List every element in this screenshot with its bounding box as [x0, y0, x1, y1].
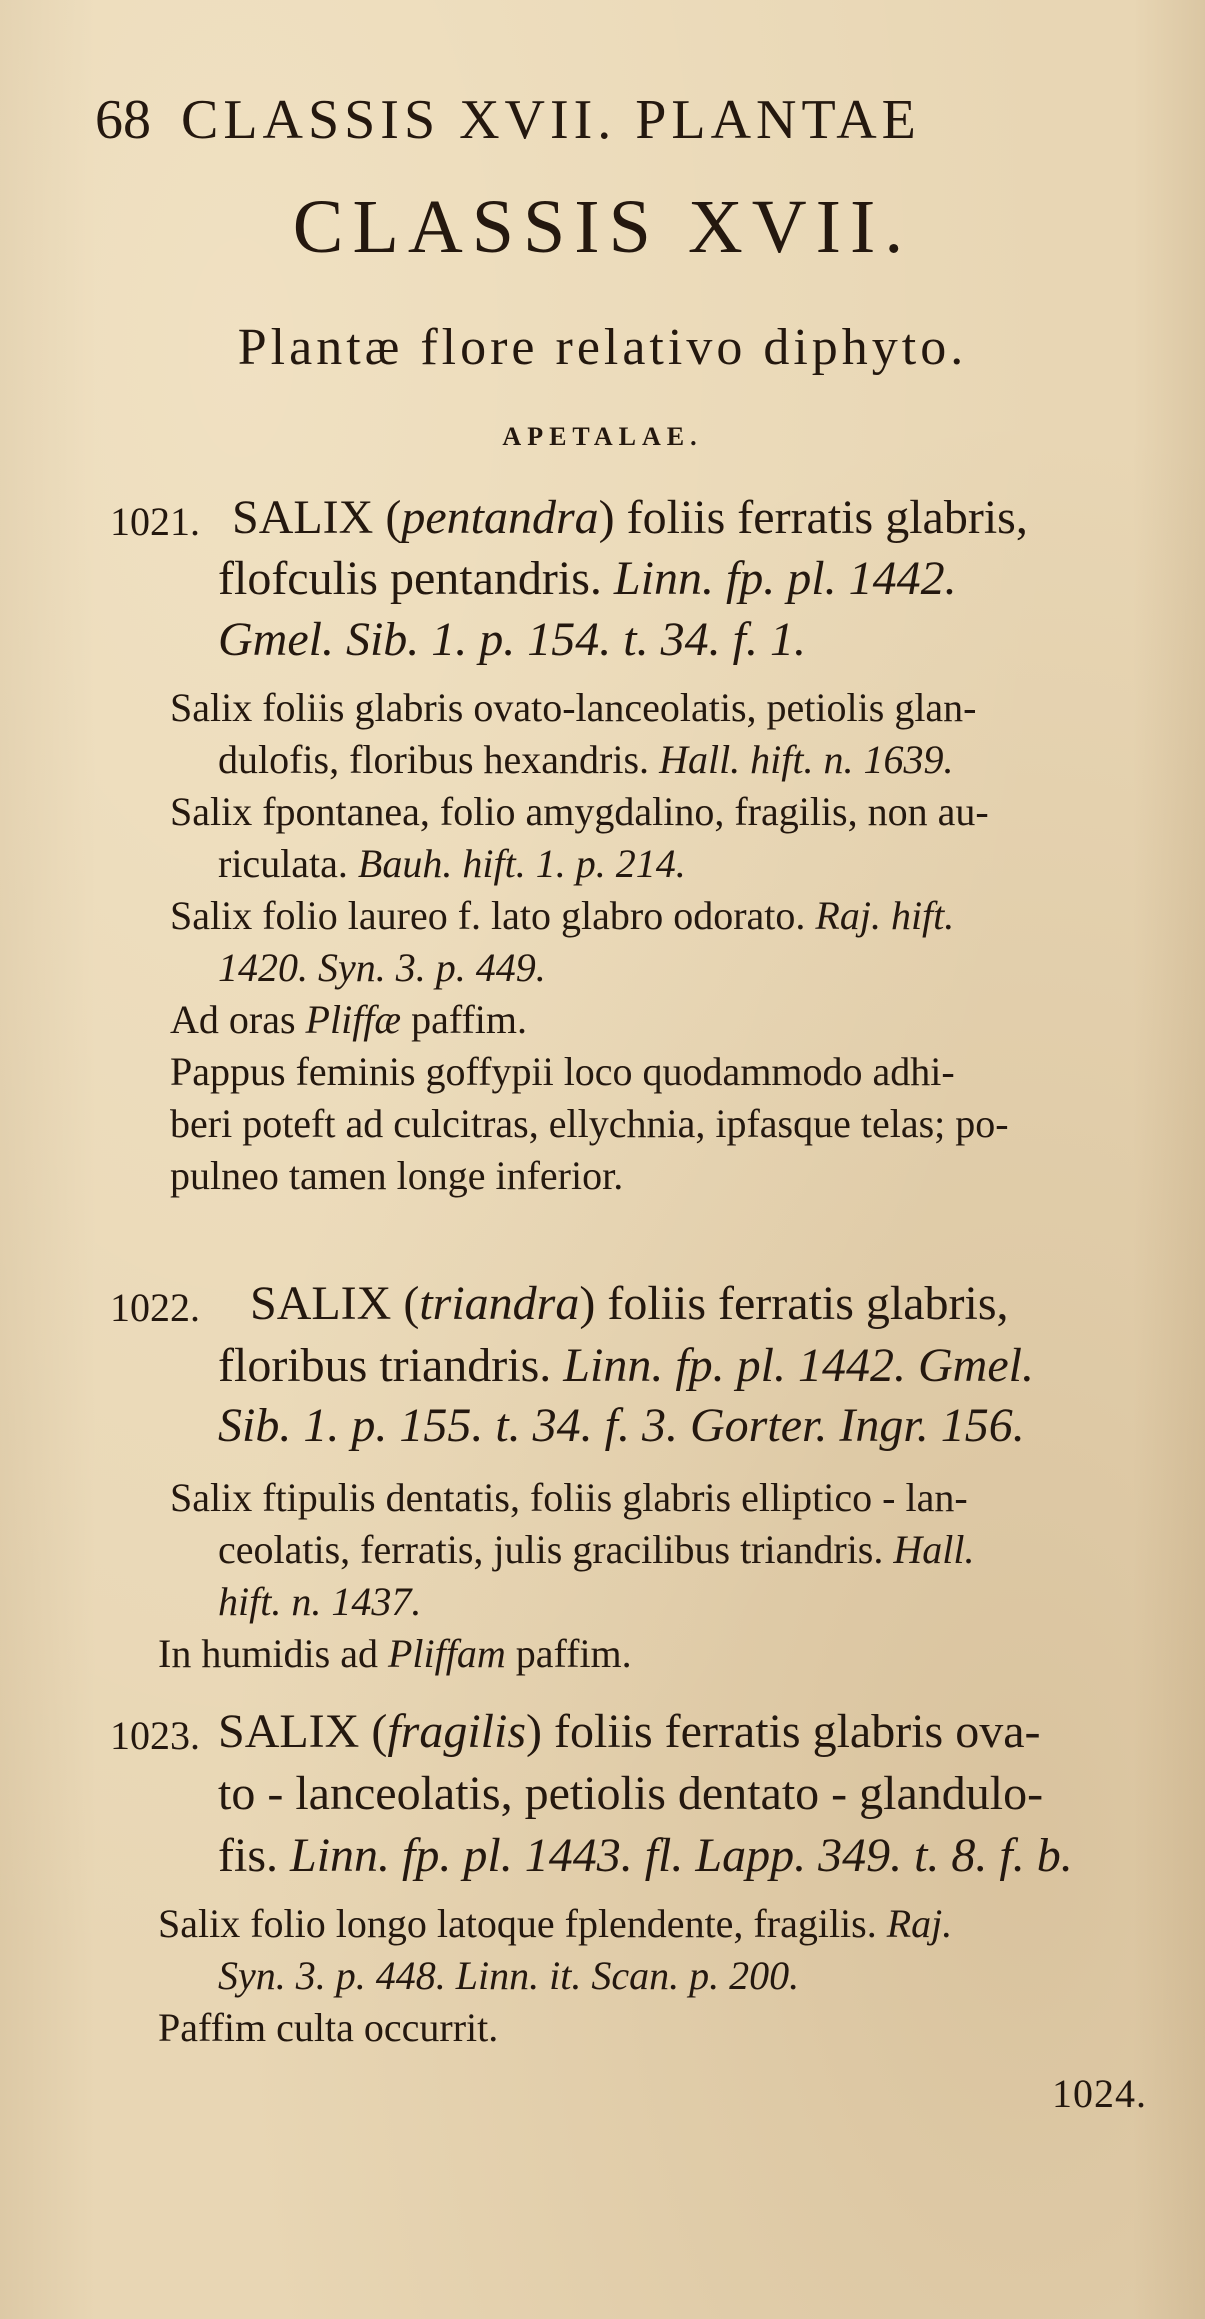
- reference: 1420. Syn. 3. p. 449.: [218, 945, 546, 990]
- synonym-line: [218, 840, 686, 887]
- synonym-line: Salix ftipulis dentatis, foliis glabris elliptico - lan-: [170, 1475, 968, 1520]
- class-title: CLASSIS XVII.: [292, 185, 913, 269]
- synonym-text: dulofis, floribus hexandris.: [218, 737, 660, 782]
- habitat-text: paffim.: [505, 1631, 632, 1676]
- head-text: ) foliis ferratis glabris,: [598, 491, 1028, 544]
- note-line: beri poteft ad culcitras, ellychnia, ipfasque telas; po-: [170, 1101, 1009, 1146]
- reference: Sib. 1. p. 155. t. 34. f. 3. Gorter. Ingr. 156.: [218, 1399, 1025, 1452]
- running-head-title: CLASSIS XVII. PLANTAE: [181, 89, 921, 151]
- species-epithet: pentandra: [401, 491, 599, 544]
- head-text: ) foliis ferratis glabris,: [579, 1277, 1009, 1330]
- head-text: SALIX (: [232, 491, 402, 544]
- head-text: fis.: [218, 1829, 290, 1882]
- head-text: SALIX (: [218, 1705, 388, 1758]
- reference: Bauh. hift. 1. p. 214.: [357, 841, 686, 886]
- synonym-line: [218, 736, 954, 783]
- note-line: pulneo tamen longe inferior.: [170, 1153, 624, 1198]
- entry-head-line: [250, 1276, 1009, 1331]
- synonym-line: Salix fpontanea, folio amygdalino, fragilis, non au-: [170, 789, 989, 834]
- habitat-line: [170, 996, 527, 1043]
- reference: Gmel. Sib. 1. p. 154. t. 34. f. 1.: [218, 613, 806, 666]
- running-head: [95, 88, 921, 152]
- entry-head-line: to - lanceolatis, petiolis dentato - glandulo-: [218, 1767, 1044, 1820]
- synonym-text: ceolatis, ferratis, julis gracilibus triandris.: [218, 1527, 894, 1572]
- habitat-line: Paffim culta occurrit.: [158, 2005, 499, 2050]
- place-name: Pliffæ: [305, 997, 402, 1042]
- synonym-line: Salix foliis glabris ovato-lanceolatis, petiolis glan-: [170, 685, 977, 730]
- class-subtitle: Plantæ flore relativo diphyto.: [237, 319, 968, 376]
- habitat-text: In humidis ad: [158, 1631, 388, 1676]
- head-text: floribus triandris.: [218, 1339, 564, 1392]
- head-text: flofculis pentandris.: [218, 552, 614, 605]
- reference: Linn. fp. pl. 1442.: [613, 552, 957, 605]
- entry-number: 1022.: [110, 1285, 200, 1330]
- synonym-line: [170, 892, 954, 939]
- species-epithet: fragilis: [387, 1705, 527, 1758]
- synonym-text: Salix folio longo latoque fplendente, fragilis.: [158, 1901, 887, 1946]
- entry-head-line: [218, 1704, 1041, 1759]
- head-text: SALIX (: [250, 1277, 420, 1330]
- entry-head-line: [218, 1338, 1034, 1393]
- entry-number: 1021.: [110, 499, 200, 544]
- synonym-text: riculata.: [218, 841, 358, 886]
- page-number: 68: [95, 89, 151, 151]
- entry-head-line: [232, 490, 1028, 545]
- habitat-line: [158, 1630, 632, 1677]
- reference: Hall.: [893, 1527, 975, 1572]
- reference: Hall. hift. n. 1639.: [659, 737, 954, 782]
- entry-head-line: [218, 551, 957, 606]
- synonym-line: [218, 1526, 975, 1573]
- entry-number: 1023.: [110, 1713, 200, 1758]
- synonym-text: Salix folio laureo f. lato glabro odorato.: [170, 893, 816, 938]
- reference: Linn. fp. pl. 1443. fl. Lapp. 349. t. 8. f. b.: [290, 1829, 1073, 1882]
- reference: Syn. 3. p. 448. Linn. it. Scan. p. 200.: [218, 1953, 800, 1998]
- catchword: 1024.: [1052, 2071, 1147, 2116]
- reference: Linn. fp. pl. 1442. Gmel.: [563, 1339, 1034, 1392]
- entry-head-line: [218, 1828, 1073, 1883]
- reference: Raj.: [886, 1901, 953, 1946]
- section-label: APETALAE.: [502, 422, 703, 451]
- place-name: Pliffam: [387, 1631, 506, 1676]
- species-epithet: triandra: [419, 1277, 580, 1330]
- habitat-text: Ad oras: [170, 997, 306, 1042]
- reference: hift. n. 1437.: [218, 1579, 422, 1624]
- note-line: Pappus feminis goffypii loco quodammodo adhi-: [170, 1049, 955, 1094]
- synonym-line: [158, 1900, 952, 1947]
- habitat-text: paffim.: [401, 997, 528, 1042]
- reference: Raj. hift.: [815, 893, 955, 938]
- head-text: ) foliis ferratis glabris ova-: [526, 1705, 1041, 1758]
